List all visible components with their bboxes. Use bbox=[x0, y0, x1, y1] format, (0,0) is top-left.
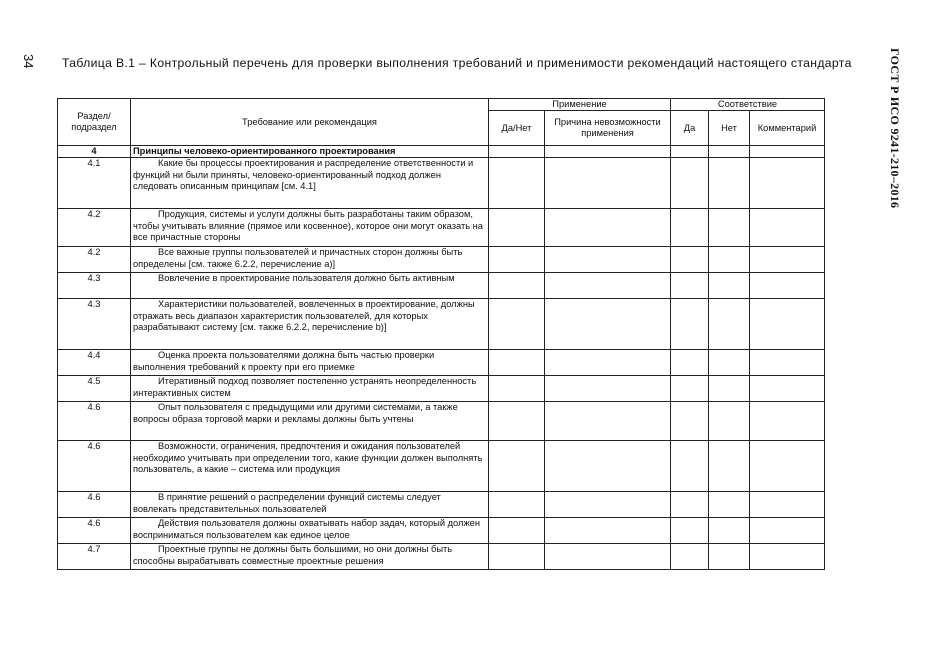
row-code: 4.3 bbox=[58, 273, 131, 299]
row-text: В принятие решений о распределении функций системы следует вовлекать представительных пользователей bbox=[133, 492, 441, 514]
section-code: 4 bbox=[58, 146, 131, 158]
row-code: 4.6 bbox=[58, 402, 131, 441]
row-text: Продукция, системы и услуги должны быть разработаны таким образом, чтобы учитывать влияние (прямое или косвенное), которое они могут оказать на все причастные стороны bbox=[133, 209, 483, 242]
table-row bbox=[58, 158, 825, 209]
table-row bbox=[58, 518, 825, 544]
row-code: 4.6 bbox=[58, 518, 131, 544]
section-row bbox=[58, 146, 825, 158]
header-yes: Да bbox=[671, 111, 709, 146]
row-code: 4.3 bbox=[58, 299, 131, 350]
row-code: 4.5 bbox=[58, 376, 131, 402]
row-text: Опыт пользователя с предыдущими или другими системами, а также вопросы образа торговой марки и рекламы должны быть учтены bbox=[133, 402, 458, 424]
row-code: 4.2 bbox=[58, 247, 131, 273]
document-code: ГОСТ Р ИСО 9241-210–2016 bbox=[888, 48, 902, 209]
section-title: Принципы человеко-ориентированного проектирования bbox=[131, 146, 489, 158]
row-text: Вовлечение в проектирование пользователя должно быть активным bbox=[158, 273, 455, 284]
table-row bbox=[58, 544, 825, 570]
header-compliance: Соответствие bbox=[671, 99, 825, 111]
row-text: Проектные группы не должны быть большими, но они должны быть способны вырабатывать совместные проектные решения bbox=[133, 544, 453, 566]
row-code: 4.6 bbox=[58, 441, 131, 492]
row-text: Возможности, ограничения, предпочтения и ожидания пользователей необходимо учитывать при определении того, какие функции должен выполнять пользователь, а какие – система или продукция bbox=[133, 441, 483, 474]
header-requirement: Требование или рекомендация bbox=[131, 99, 489, 146]
header-reason: Причина невозможности применения bbox=[545, 111, 671, 146]
row-text: Какие бы процессы проектирования и распределение ответственности и функций ни были приняты, человеко-ориентированный подход должен следовать описанным принципам [см. 4.1] bbox=[133, 158, 474, 191]
page-number: 34 bbox=[21, 54, 36, 69]
row-code: 4.7 bbox=[58, 544, 131, 570]
header-section: Раздел/ подраздел bbox=[58, 99, 131, 146]
header-yes-no: Да/Нет bbox=[489, 111, 545, 146]
checklist-table bbox=[57, 98, 825, 570]
table-row bbox=[58, 299, 825, 350]
row-code: 4.4 bbox=[58, 350, 131, 376]
row-text: Оценка проекта пользователями должна быть частью проверки выполнения требований к проекту при его приемке bbox=[133, 350, 435, 372]
table-row bbox=[58, 247, 825, 273]
table-caption: Таблица В.1 – Контрольный перечень для проверки выполнения требований и применимости рекомендаций настоящего стандарта bbox=[62, 56, 852, 70]
header-comment: Комментарий bbox=[750, 111, 825, 146]
row-code: 4.1 bbox=[58, 158, 131, 209]
table-row bbox=[58, 492, 825, 518]
table-row bbox=[58, 376, 825, 402]
table-row bbox=[58, 350, 825, 376]
row-code: 4.2 bbox=[58, 209, 131, 247]
row-code: 4.6 bbox=[58, 492, 131, 518]
table-row bbox=[58, 209, 825, 247]
header-application: Применение bbox=[489, 99, 671, 111]
row-text: Все важные группы пользователей и причастных сторон должны быть определены [см. также 6.2.2, перечисление а)] bbox=[133, 247, 463, 269]
table-row bbox=[58, 441, 825, 492]
table-row bbox=[58, 273, 825, 299]
row-text: Действия пользователя должны охватывать набор задач, который должен восприниматься пользователем как единое целое bbox=[133, 518, 480, 540]
row-text: Итеративный подход позволяет постепенно устранять неопределенность интерактивных систем bbox=[133, 376, 477, 398]
table-row bbox=[58, 402, 825, 441]
header-no: Нет bbox=[709, 111, 750, 146]
row-text: Характеристики пользователей, вовлеченных в проектирование, должны отражать весь диапазон характеристик пользователей, для которых разрабатывают систему [см. также 6.2.2, перечисление b)] bbox=[133, 299, 475, 332]
